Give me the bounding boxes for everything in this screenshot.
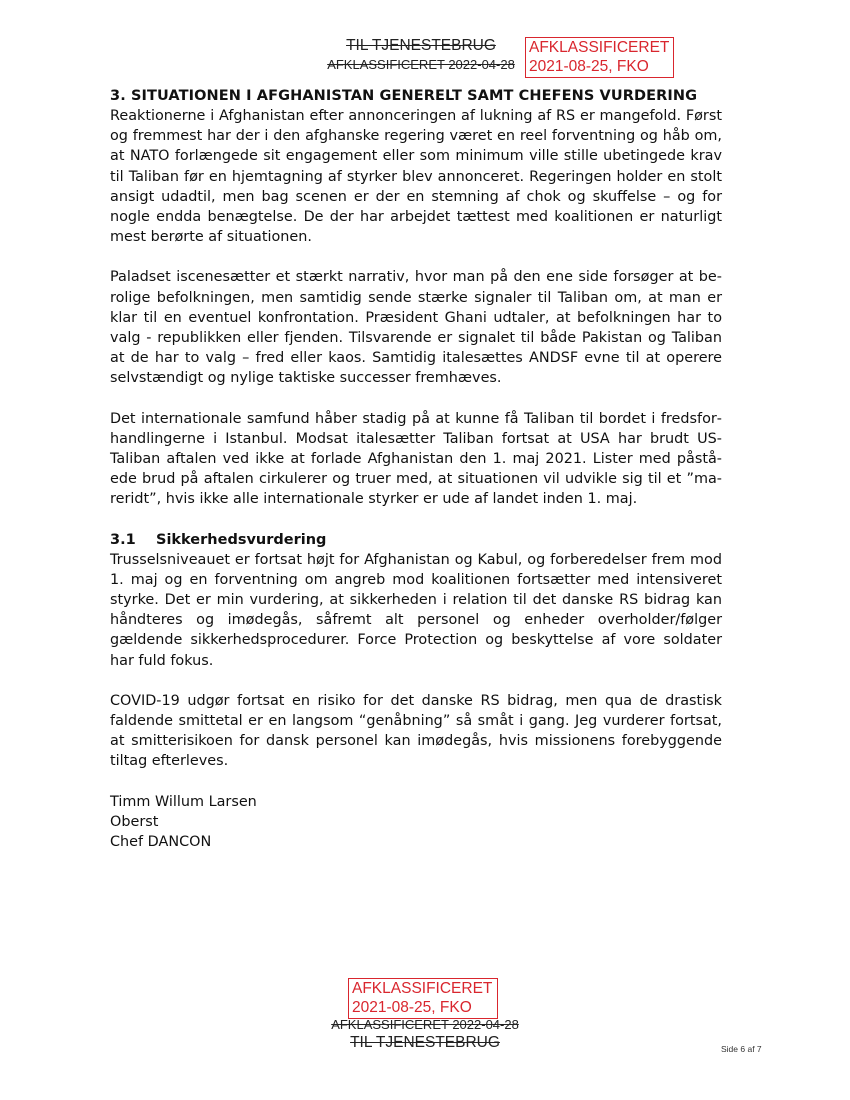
section-paragraph-3: Det internationale samfund håber stadig på at kunne få Taliban til bordet i fredsforhandlingerne i Istanbul. Modsat italesætter Taliban fortsat at USA har brudt US-Taliban aftalen ved ikke at forlade Afghanistan den 1. maj 2021. Lister med påståede brud på aftalen cirkulerer og truer med, at situationen vil udvikle sig til et ”mareridt”, hvis ikke alle internationale styrker er ude af landet inden 1. maj. (110, 410, 722, 508)
page-number: Side 6 af 7 (721, 1044, 762, 1054)
signature-rank: Oberst (110, 813, 159, 830)
stamp-top-line1: AFKLASSIFICERET (529, 39, 670, 56)
declassified-stamp-top (525, 37, 674, 78)
subsection-paragraph-2: COVID-19 udgør fortsat en risiko for det danske RS bidrag, men qua de drastisk faldende smittetal er en langsom “genåbning” så småt i gang. Jeg vurderer fortsat, at smitterisikoen for dansk personel kan imødegås, hvis missionens forebyggende tiltag efterleves. (110, 692, 722, 770)
document-body (110, 86, 722, 852)
section-title: 3. SITUATIONEN I AFGHANISTAN GENERELT SAMT CHEFENS VURDERING (110, 88, 698, 104)
subsection-number: 3.1 (110, 531, 136, 548)
footer-classification-line2: TIL TJENESTEBRUG (350, 1034, 500, 1051)
section-paragraph-1: Reaktionerne i Afghanistan efter annonceringen af lukning af RS er mangefold. Først og fremmest har der i den afghanske regering været en reel forventning og håb om, at NATO forlængede sit engagement eller som minimum ville stille ubetingede krav til Taliban før en hjemtagning af styrker blev annonceret. Regeringen holder en stolt ansigt udadtil, men bag scenen er der en stemning af chok og skuffelse – og for nogle endda benægtelse. De der har arbejdet tættest med koalitionen er naturligt mest berørte af situationen. (110, 108, 722, 246)
subsection-title: Sikkerhedsvurdering (156, 531, 327, 548)
signature-position: Chef DANCON (110, 834, 212, 851)
subsection-heading (110, 530, 722, 550)
subsection-paragraph-1: Trusselsniveauet er fortsat højt for Afghanistan og Kabul, og forberedelser frem mod 1. maj og en forventning om angreb mod koalitionen fortsætter med intensiveret styrke. Det er min vurdering, at sikkerheden i relation til det danske RS bidrag kan håndteres og imødegås, såfremt alt personel og enheder overholder/følger gældende sikkerhedsprocedurer. Force Protection og beskyttelse af vore soldater har fuld fokus. (110, 551, 722, 669)
stamp-bottom-line2: 2021-08-25, FKO (352, 999, 472, 1016)
stamp-bottom-line1: AFKLASSIFICERET (352, 980, 493, 997)
stamp-top-line2: 2021-08-25, FKO (529, 58, 649, 75)
signature-name: Timm Willum Larsen (110, 793, 257, 810)
footer-classification-line1: AFKLASSIFICERET 2022-04-28 (331, 1017, 519, 1032)
section-paragraph-2: Paladset iscenesætter et stærkt narrativ, hvor man på den ene side forsøger at berolige befolkningen, men samtidig sende stærke signaler til Taliban om, at man er klar til en eventuel konfrontation. Præsident Ghani udtaler, at befolkningen har to valg - republikken eller fjenden. Tilsvarende er signalet til både Pakistan og Taliban at de har to valg – fred eller kaos. Samtidig italesættes ANDSF evne til at operere selvstændigt og nylige taktiske successer fremhæves. (110, 269, 722, 387)
header-classification-line1: TIL TJENESTEBRUG (346, 37, 496, 54)
header-classification-line2: AFKLASSIFICERET 2022-04-28 (327, 57, 515, 72)
declassified-stamp-bottom (348, 978, 498, 1019)
header-classification (318, 36, 524, 74)
